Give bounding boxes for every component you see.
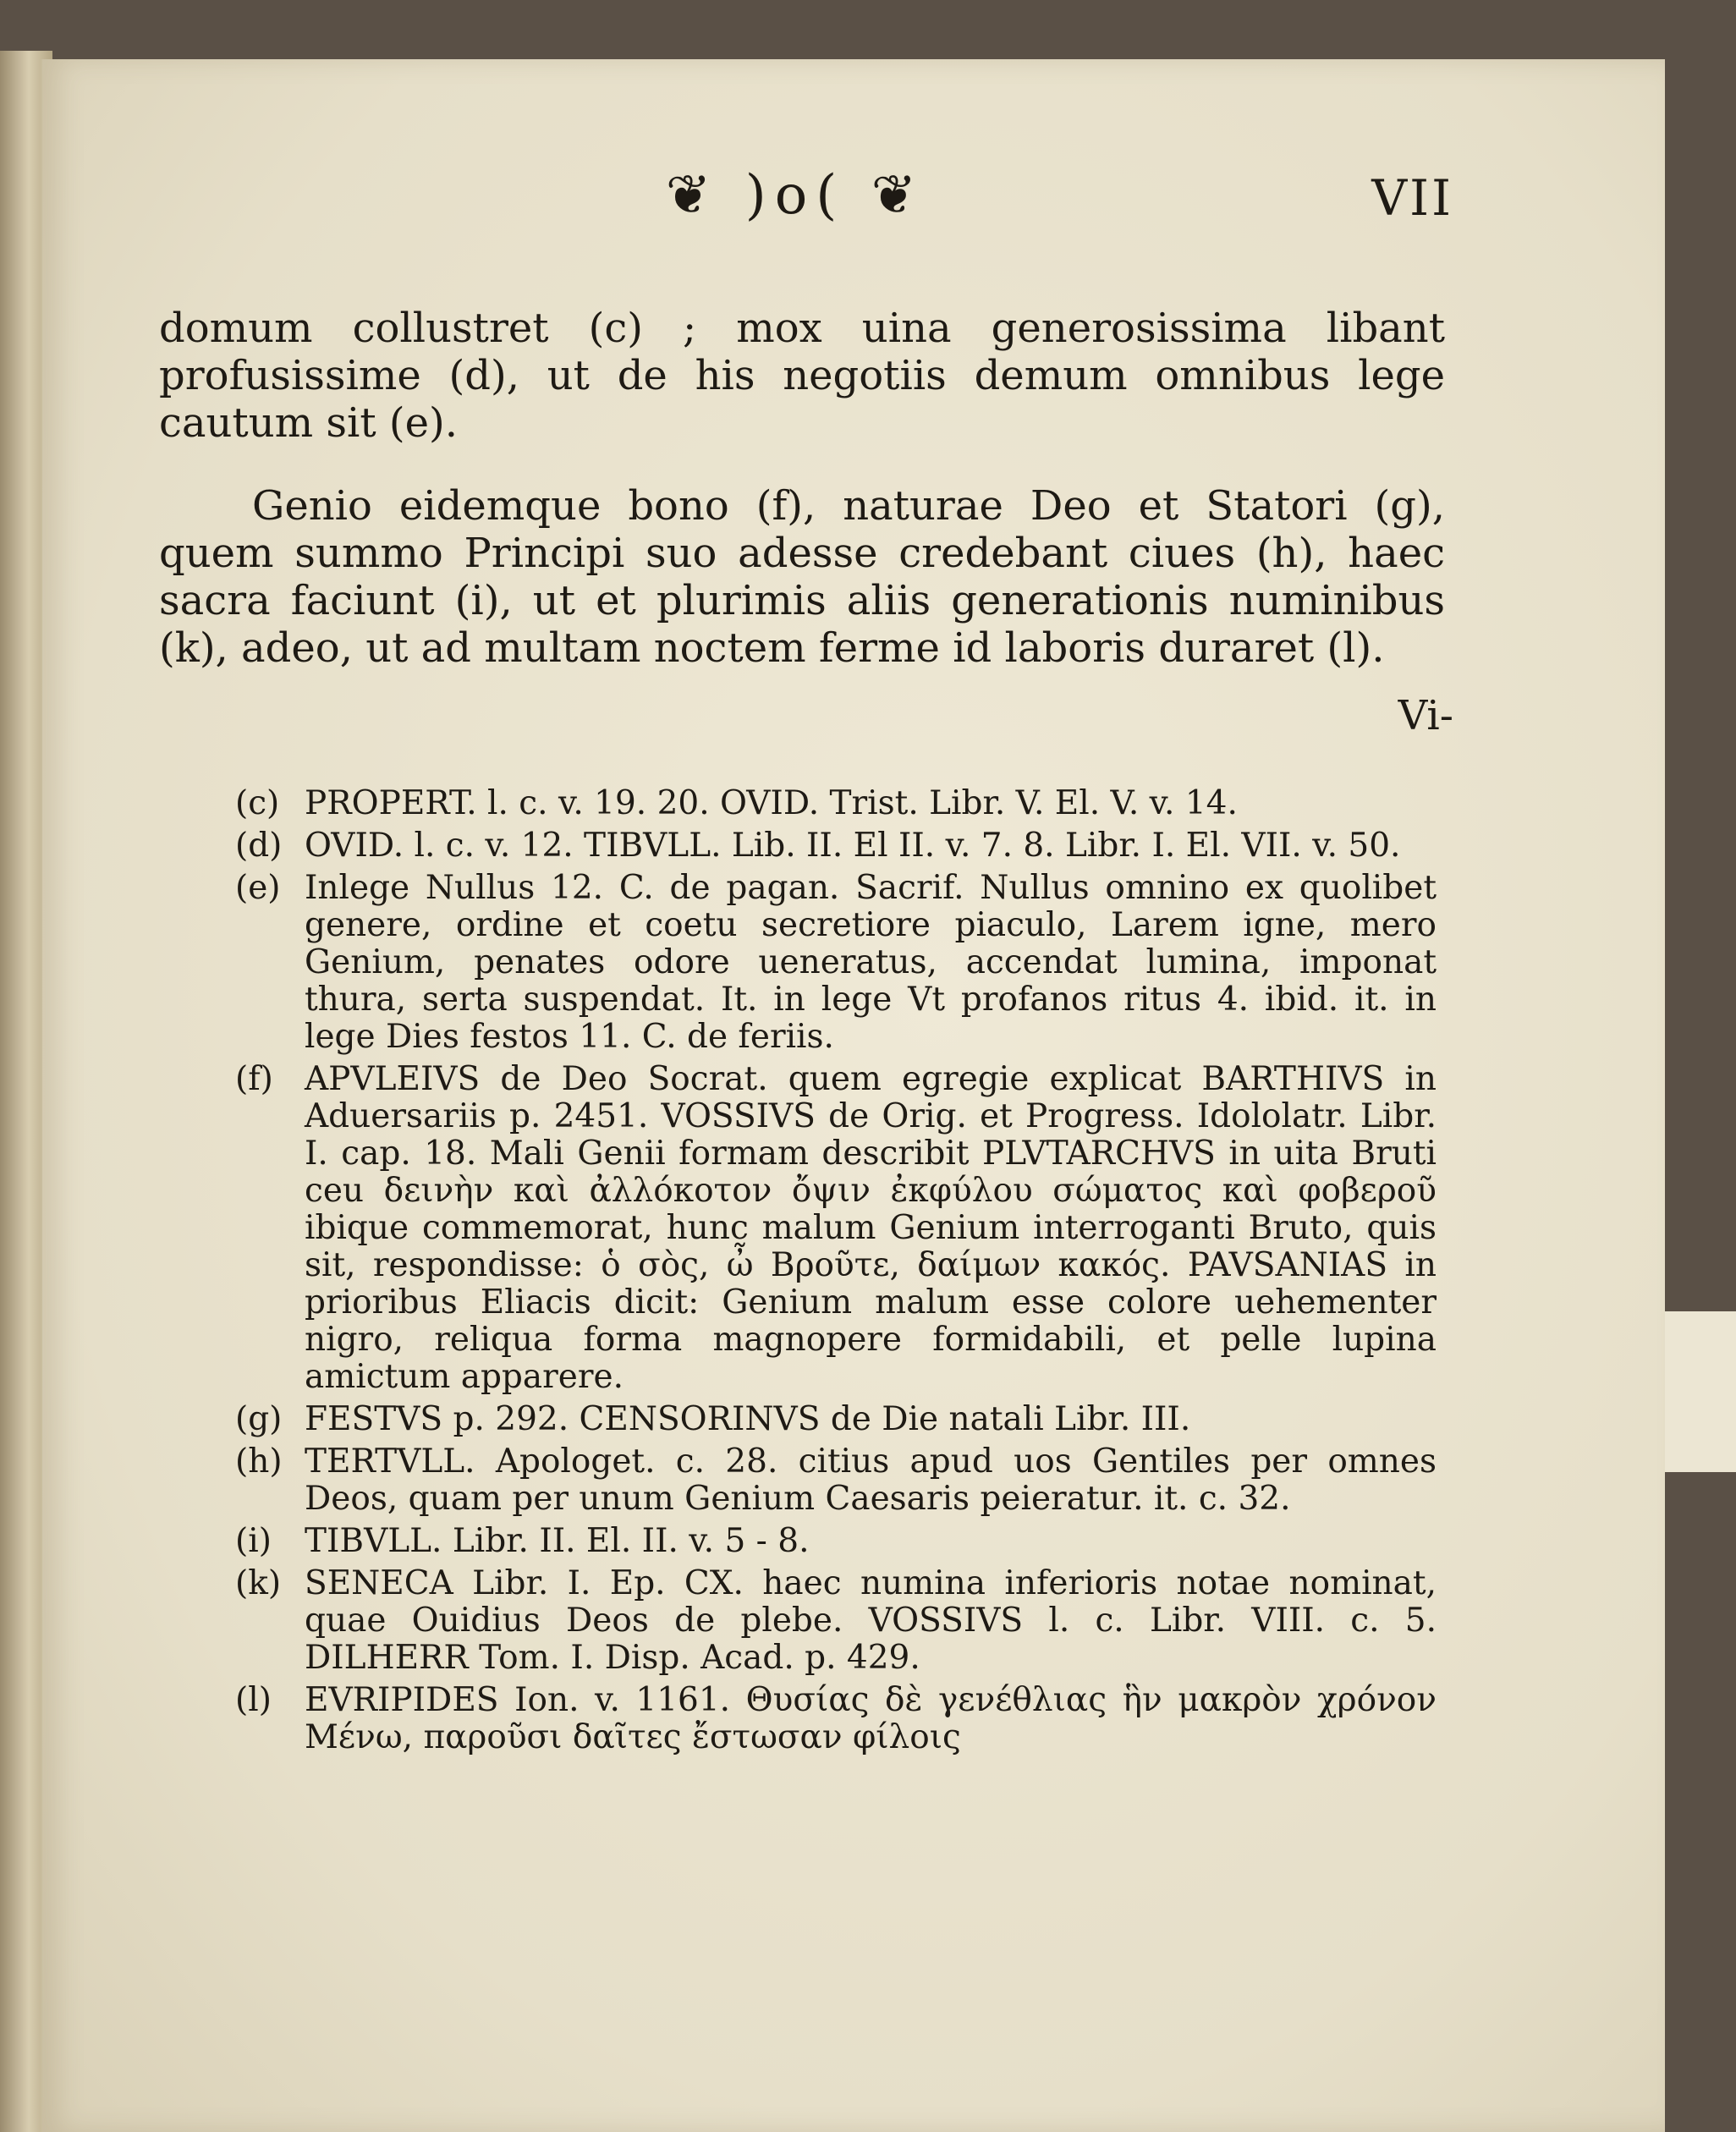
footnote-mark: (c) <box>235 784 280 822</box>
footnote-mark: (i) <box>235 1522 272 1560</box>
footnote-text: FESTVS p. 292. CENSORINVS de Die natali Libr. III. <box>305 1400 1191 1438</box>
footnote-mark: (h) <box>235 1442 283 1481</box>
catchword: Vi- <box>1398 692 1453 739</box>
paragraph-1: domum collustret (c) ; mox uina generosissima libant profusissime (d), ut de his negotiis demum omnibus lege cautum sit (e). <box>159 305 1445 447</box>
footnote-l <box>235 1682 1437 1756</box>
footnote-h <box>235 1443 1437 1518</box>
footnote-text: Inlege Nullus 12. C. de pagan. Sacrif. Nullus omnino ex quolibet genere, ordine et coetu secretiore piaculo, Larem igne, mero Genium, penates odore ueneratus, accendat lumina, imponat thura, serta suspendat. It. in lege Vt profanos ritus 4. ibid. it. in lege Dies festos 11. C. de feriis. <box>305 869 1437 1056</box>
footnote-text: APVLEIVS de Deo Socrat. quem egregie explicat BARTHIVS in Aduersariis p. 2451. VOSSIVS de Orig. et Progress. Idololatr. Libr. I. cap. 18. Mali Genii formam describit PLVTARCHVS in uita Bruti ceu δεινὴν καὶ ἀλλόκοτον ὄψιν ἐκφύλου σώματος καὶ φοβεροῦ ibique commemorat, hunc malum Genium interroganti Bruto, quis sit, respondisse: ὁ σὸς, ὦ Βροῦτε, δαίμων κακός. PAVSANIAS in prioribus Eliacis dicit: Genium malum esse colore uehementer nigro, reliqua forma magnopere formidabili, et pelle lupina amictum apparere. <box>305 1060 1437 1396</box>
footnote-d <box>235 827 1437 865</box>
footnote-text: EVRIPIDES Ion. v. 1161. Θυσίας δὲ γενέθλιας ἣν μακρὸν χρόνον Μένω, παροῦσι δαῖτες ἔστωσαν φίλοις <box>305 1681 1437 1756</box>
footnote-k <box>235 1565 1437 1677</box>
footnote-f <box>235 1061 1437 1396</box>
footnote-mark: (d) <box>235 827 283 865</box>
page-content <box>42 59 1665 2132</box>
footnote-mark: (f) <box>235 1060 273 1098</box>
footnote-text: OVID. l. c. v. 12. TIBVLL. Lib. II. El II. v. 7. 8. Libr. I. El. VII. v. 50. <box>305 827 1401 865</box>
page-number: VII <box>1371 169 1453 227</box>
footnote-g <box>235 1401 1437 1438</box>
book-page <box>41 59 1665 2132</box>
footnotes <box>235 785 1437 1761</box>
footnote-mark: (e) <box>235 869 281 907</box>
footnote-text: TERTVLL. Apologet. c. 28. citius apud uos Gentiles per omnes Deos, quam per unum Genium Caesaris peieratur. it. c. 32. <box>305 1442 1437 1518</box>
header-ornament: ❦ )o( ❦ <box>665 164 926 227</box>
footnote-text: PROPERT. l. c. v. 19. 20. OVID. Trist. Libr. V. El. V. v. 14. <box>305 784 1238 822</box>
footnote-text: SENECA Libr. I. Ep. CX. haec numina inferioris notae nominat, quae Ouidius Deos de plebe. VOSSIVS l. c. Libr. VIII. c. 5. DILHERR Tom. I. Disp. Acad. p. 429. <box>305 1564 1437 1677</box>
footnote-i <box>235 1523 1437 1560</box>
footnote-mark: (k) <box>235 1564 282 1602</box>
footnote-e <box>235 870 1437 1056</box>
page-edge-tab <box>1665 1311 1736 1472</box>
footnote-mark: (g) <box>235 1400 283 1438</box>
footnote-c <box>235 785 1437 822</box>
footnote-mark: (l) <box>235 1681 272 1719</box>
footnote-text: TIBVLL. Libr. II. El. II. v. 5 - 8. <box>305 1522 810 1560</box>
paragraph-2: Genio eidemque bono (f), naturae Deo et Statori (g), quem summo Principi suo adesse credebant ciues (h), haec sacra faciunt (i), ut et plurimis aliis generationis numinibus (k), adeo, ut ad multam noctem ferme id laboris duraret (l). <box>159 482 1445 672</box>
